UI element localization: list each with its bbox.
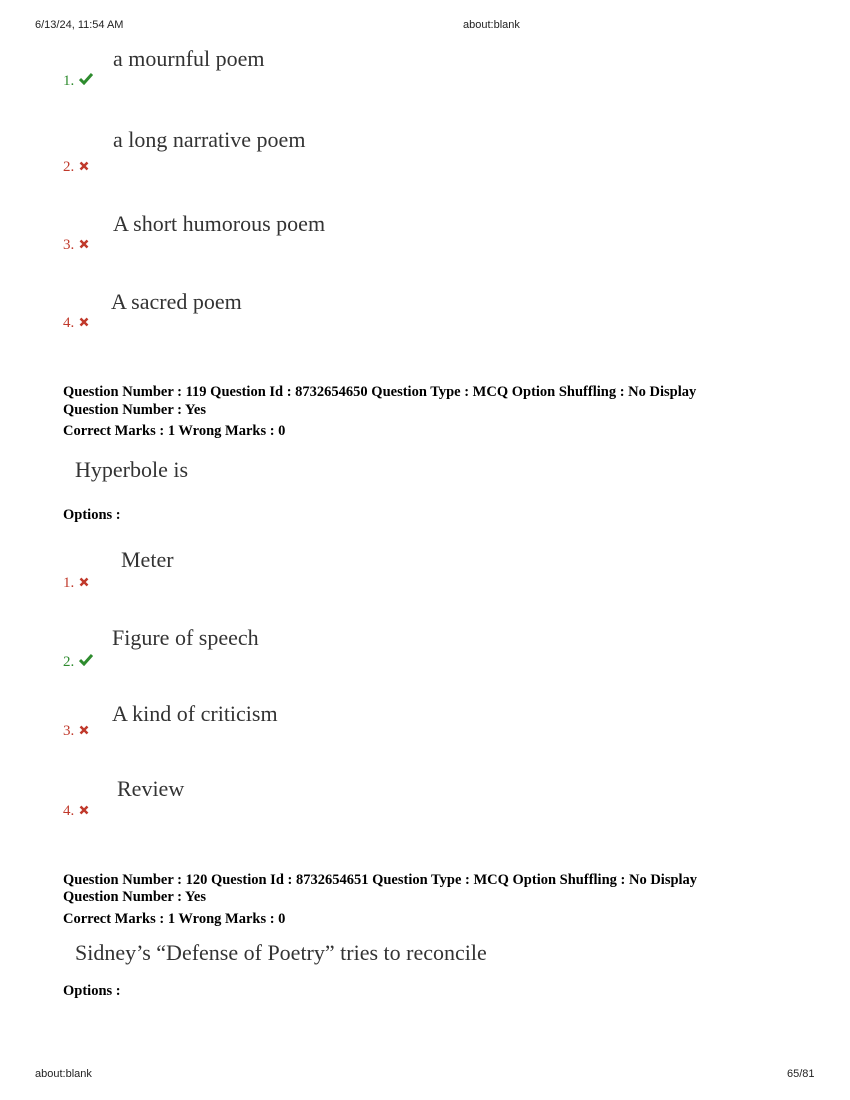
option-text: A sacred poem <box>111 289 242 314</box>
option-number: 1. <box>63 73 93 90</box>
question-meta-continued: Question Number : Yes <box>63 402 206 418</box>
option-text: a long narrative poem <box>113 127 306 152</box>
cross-icon <box>79 575 89 592</box>
option-text: Review <box>117 776 185 801</box>
print-header-url: about:blank <box>463 19 520 31</box>
cross-icon <box>79 159 89 176</box>
option-number: 2. <box>63 654 93 671</box>
question-meta-continued: Question Number : Yes <box>63 889 206 905</box>
options-label: Options : <box>63 507 121 523</box>
question-meta: Question Number : 120 Question Id : 8732654651 Question Type : MCQ Option Shuffling : No Display <box>63 872 698 888</box>
option-number: 4. <box>63 315 89 332</box>
cross-icon <box>79 237 89 254</box>
option-text: Figure of speech <box>112 625 259 650</box>
options-label: Options : <box>63 983 121 999</box>
check-icon <box>79 73 93 90</box>
print-footer-page-number: 65/81 <box>787 1068 815 1080</box>
print-footer-url: about:blank <box>35 1068 92 1080</box>
option-text: A kind of criticism <box>112 701 278 726</box>
option-number: 4. <box>63 803 89 820</box>
cross-icon <box>79 723 89 740</box>
option-number: 3. <box>63 237 89 254</box>
option-number: 3. <box>63 723 89 740</box>
cross-icon <box>79 803 89 820</box>
option-number: 2. <box>63 159 89 176</box>
question-meta: Question Number : 119 Question Id : 8732654650 Question Type : MCQ Option Shuffling : No Display <box>63 384 697 400</box>
option-number: 1. <box>63 575 89 592</box>
check-icon <box>79 654 93 671</box>
option-text: A short humorous poem <box>113 211 326 236</box>
question-marks: Correct Marks : 1 Wrong Marks : 0 <box>63 911 286 927</box>
question-text: Hyperbole is <box>75 457 189 482</box>
option-text: Meter <box>121 547 174 572</box>
question-text: Sidney’s “Defense of Poetry” tries to reconcile <box>75 940 487 965</box>
question-marks: Correct Marks : 1 Wrong Marks : 0 <box>63 423 286 439</box>
option-text: a mournful poem <box>113 46 265 71</box>
cross-icon <box>79 315 89 332</box>
print-header-datetime: 6/13/24, 11:54 AM <box>35 19 124 31</box>
